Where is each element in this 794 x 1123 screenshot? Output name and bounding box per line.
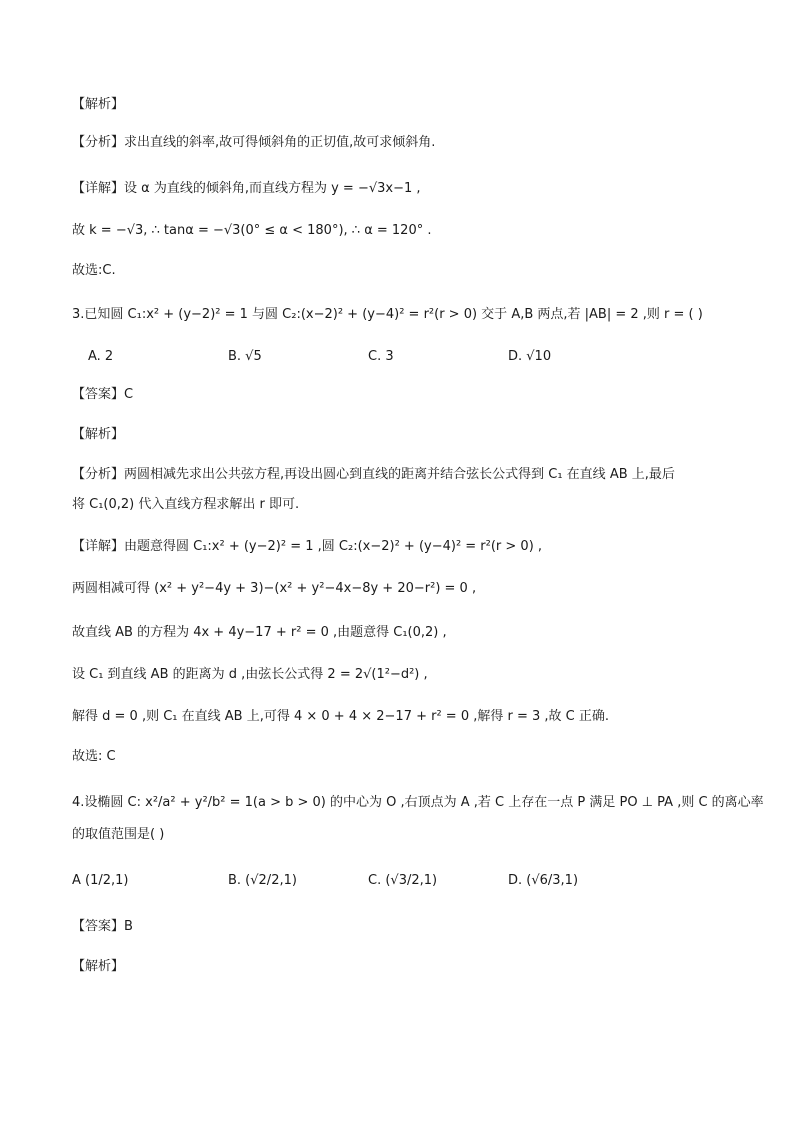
detail-text-7: 解得 d = 0 ,则 C₁ 在直线 AB 上,可得 4 × 0 + 4 × 2−17 + r² = 0 ,解得 r = 3 ,故 C 正确. (72, 709, 610, 724)
analysis-text-2a: 【分析】两圆相减先求出公共弦方程,再设出圆心到直线的距离并结合弦长公式得到 C₁ 在直线 AB 上,最后 (72, 467, 675, 482)
detail-text-2: 故 k = −√3, ∴ tanα = −√3(0° ≤ α < 180°), ∴ α = 120° . (72, 223, 432, 238)
answer-4: 【答案】B (72, 919, 133, 934)
analysis-heading-1: 【解析】 (72, 97, 125, 112)
question-4: 4.设椭圆 C: x²/a² + y²/b² = 1(a > b > 0) 的中心为 O ,右顶点为 A ,若 C 上存在一点 P 满足 PO ⊥ PA ,则 C 的离心率 (72, 795, 764, 810)
q3-option-d: D. √10 (508, 349, 552, 364)
analysis-heading-2: 【解析】 (72, 427, 125, 442)
analysis-heading-3: 【解析】 (72, 959, 125, 974)
detail-text-5: 故直线 AB 的方程为 4x + 4y−17 + r² = 0 ,由题意得 C₁(0,2) , (72, 625, 447, 640)
choice-text-1: 故选:C. (72, 263, 116, 278)
analysis-text-2b: 将 C₁(0,2) 代入直线方程求解出 r 即可. (72, 497, 300, 512)
analysis-text-1: 【分析】求出直线的斜率,故可得倾斜角的正切值,故可求倾斜角. (72, 135, 436, 150)
q3-option-b: B. √5 (228, 349, 262, 364)
q4-option-b: B. (√2/2,1) (228, 873, 297, 888)
question-3: 3.已知圆 C₁:x² + (y−2)² = 1 与圆 C₂:(x−2)² + (y−4)² = r²(r > 0) 交于 A,B 两点,若 |AB| = 2 ,则 r = ( ) (72, 307, 703, 322)
detail-text-3: 【详解】由题意得圆 C₁:x² + (y−2)² = 1 ,圆 C₂:(x−2)² + (y−4)² = r²(r > 0) , (72, 539, 543, 554)
q4-option-c: C. (√3/2,1) (368, 873, 438, 888)
question-4-continued: 的取值范围是( ) (72, 827, 165, 842)
choice-text-2: 故选: C (72, 749, 116, 764)
answer-3: 【答案】C (72, 387, 134, 402)
detail-text-1: 【详解】设 α 为直线的倾斜角,而直线方程为 y = −√3x−1 , (72, 181, 421, 196)
q3-option-c: C. 3 (368, 349, 394, 364)
q3-option-a: A. 2 (88, 349, 114, 364)
q4-option-a: A (1/2,1) (72, 873, 129, 888)
detail-text-6: 设 C₁ 到直线 AB 的距离为 d ,由弦长公式得 2 = 2√(1²−d²) , (72, 667, 428, 682)
q4-option-d: D. (√6/3,1) (508, 873, 579, 888)
detail-text-4: 两圆相减可得 (x² + y²−4y + 3)−(x² + y²−4x−8y + 20−r²) = 0 , (72, 581, 477, 596)
